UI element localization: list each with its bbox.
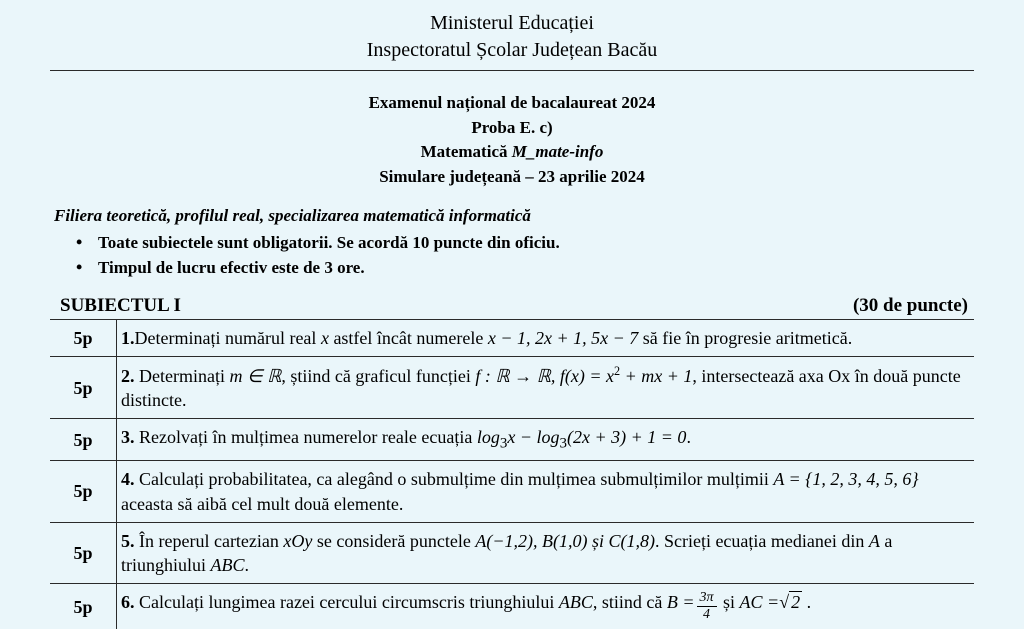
item-text-c: , intersectează axa Ox în două puncte distincte. [121, 365, 961, 411]
item-log-base-1: 3 [499, 436, 508, 453]
item-text-c: să fie în progresie aritmetică. [638, 327, 853, 348]
exam-session: Simulare județeană – 23 aprilie 2024 [379, 166, 645, 186]
list-item: • Toate subiectele sunt obligatorii. Se acordă 10 puncte din oficiu. [76, 230, 974, 256]
item-text-c: și [718, 592, 740, 613]
exam-name: Examenul național de bacalaureat 2024 [368, 93, 656, 112]
item-expression-a: m ∈ ℝ [229, 365, 282, 386]
item-text-a: Calculați probabilitatea, ca alegând o submulțime din mulțimea submulțimilor mulțimii [134, 469, 774, 490]
item-number: 6. [121, 592, 135, 613]
filiera-line: Filiera teoretică, profilul real, specializarea matematică informatică [54, 205, 531, 225]
item-triangle-abc: ABC [210, 555, 245, 576]
item-log-1: log [476, 427, 500, 448]
item-text-b: . [686, 427, 691, 448]
exam-test: Proba E. c) [471, 117, 553, 137]
item-points: 5p [50, 419, 117, 461]
item-expression: x − 1, 2x + 1, 5x − 7 [487, 327, 639, 348]
item-angle-b: B = [666, 592, 695, 613]
item-expression-b2: + mx + 1 [620, 365, 693, 386]
item-text-a: Determinați numărul real [134, 327, 321, 348]
item-body [117, 522, 975, 584]
item-number: 4. [121, 469, 135, 490]
item-text-a: Rezolvați în mulțimea numerelor reale ecuația [134, 427, 477, 448]
table-row [50, 419, 974, 461]
exercises-table [50, 319, 974, 629]
exam-subject-label: Matematică [420, 142, 512, 162]
item-text-a: Calculați lungimea razei cercului circumscris triunghiului [134, 592, 559, 613]
item-exponent: 2 [613, 363, 621, 378]
item-number: 3. [121, 427, 135, 448]
item-log-base-2: 3 [559, 436, 568, 453]
item-text-b: aceasta să aibă cel mult două elemente. [121, 493, 404, 514]
table-row [50, 584, 974, 629]
item-body [117, 419, 975, 461]
exam-title-block [50, 91, 974, 190]
item-text-a: Determinați [134, 365, 230, 386]
fraction-numerator: 3π [699, 589, 714, 605]
radical-sign: √ [779, 592, 790, 613]
item-number: 1. [121, 327, 135, 348]
item-text-e: . [244, 555, 249, 576]
item-side-ac: AC = [739, 592, 780, 613]
item-text-b: se consideră punctele [312, 530, 476, 551]
item-triangle-abc: ABC [558, 592, 593, 613]
item-body [117, 584, 975, 629]
item-points: 5p [50, 319, 117, 356]
notes-list [50, 230, 974, 281]
inspectorate-line: Inspectoratul Școlar Județean Bacău [366, 39, 658, 61]
item-var-x: x [320, 327, 329, 348]
item-frame: xOy [283, 530, 313, 551]
item-text-d: . [802, 592, 812, 613]
item-text-b: astfel încât numerele [328, 327, 488, 348]
header-divider [50, 70, 974, 71]
item-text-c: . Scrieți ecuația medianei din [654, 530, 869, 551]
item-sqrt [779, 591, 802, 612]
item-vertex-a: A [868, 530, 880, 551]
fraction-denominator: 4 [697, 606, 717, 623]
list-item: • Timpul de lucru efectiv este de 3 ore. [76, 255, 974, 281]
item-body [117, 356, 975, 419]
item-expression-b: x − log [507, 427, 560, 448]
item-number: 5. [121, 530, 135, 551]
item-expression-c: (2x + 3) + 1 = 0 [567, 427, 687, 448]
item-body [117, 319, 975, 356]
radical-argument: 2 [791, 592, 801, 613]
item-points: 5p [50, 522, 117, 584]
subject-title: SUBIECTUL I [60, 294, 181, 316]
exam-subject-code: M_mate-info [511, 142, 604, 162]
item-text-b: , stiind că [592, 592, 667, 613]
item-text-a: În reperul cartezian [134, 530, 284, 551]
table-row [50, 461, 974, 523]
item-points: 5p [50, 461, 117, 523]
item-points: 5p [50, 584, 117, 629]
exam-subject [50, 140, 974, 165]
document-header [50, 10, 974, 64]
table-row [50, 356, 974, 419]
table-row [50, 522, 974, 584]
ministry-line: Ministerul Educației [430, 12, 594, 34]
item-points: 5p [50, 356, 117, 419]
subject-points: (30 de puncte) [852, 294, 968, 316]
item-number: 2. [121, 365, 135, 386]
table-row [50, 319, 974, 356]
item-body [117, 461, 975, 523]
subject-heading [50, 295, 974, 317]
item-text-d: a triunghiului [121, 530, 893, 576]
item-fraction [697, 591, 717, 623]
item-expression-b: f : ℝ → ℝ, f(x) = x [475, 365, 614, 386]
item-points-coords: A(−1,2), B(1,0) și C(1,8) [475, 530, 655, 551]
item-text-b: , știind că graficul funcției [281, 365, 476, 386]
item-set-a: A = {1, 2, 3, 4, 5, 6} [773, 469, 919, 490]
